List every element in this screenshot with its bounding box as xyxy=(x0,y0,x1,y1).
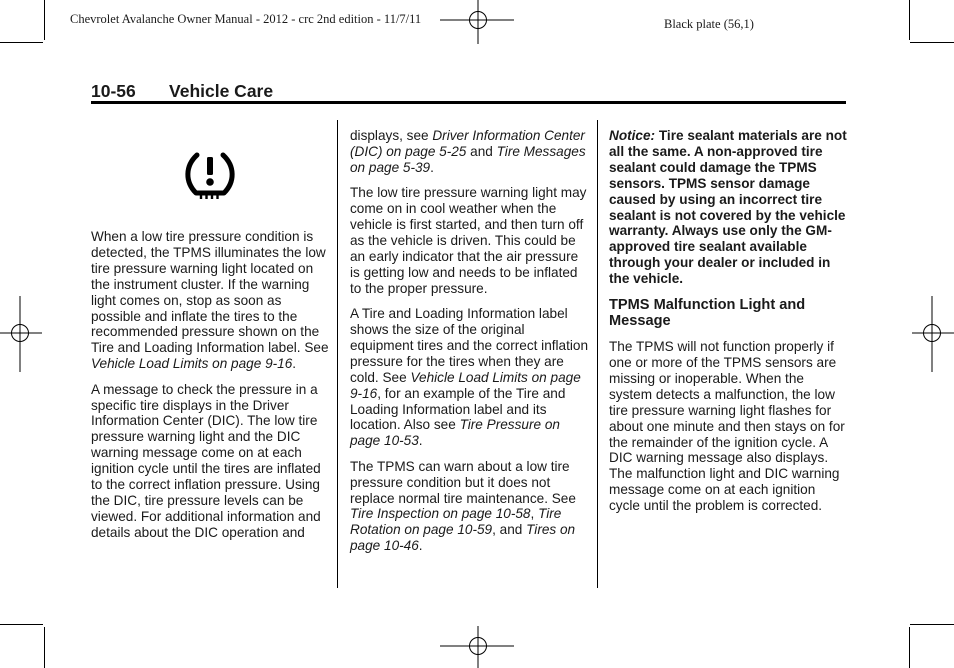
plate-label: Black plate (56,1) xyxy=(664,17,754,31)
cross-reference-link[interactable]: Tire Rotation on page 10-59 xyxy=(350,506,562,538)
paragraph: displays, see Driver Information Center (DIC) on page 5-25 and Tire Messages on page 5-39. xyxy=(350,128,586,175)
tpms-warning-icon xyxy=(182,147,238,203)
cross-reference-link[interactable]: Driver Information Center (DIC) on page 5-25 xyxy=(350,128,585,159)
paragraph: The low tire pressure warning light may come on in cool weather when the vehicle is first started, and then turn off as the vehicle is driven. This could be an early indicator that the air pressure is getting low and needs to be inflated to the proper pressure. xyxy=(350,185,587,296)
registration-mark xyxy=(912,296,954,372)
cross-reference-link[interactable]: Tire Inspection on page 10-58 xyxy=(350,506,531,522)
paragraph: The TPMS will not function properly if one or more of the TPMS sensors are missing or inoperable. When the system detects a malfunction, the low tire pressure warning light flashes for about one minute and then stays on for the remainder of the ignition cycle. A DIC warning message also displays. The malfunction light and DIC warning message come on at each ignition cycle until the problem is corrected. xyxy=(609,339,845,514)
crop-mark xyxy=(44,0,45,40)
crop-mark xyxy=(909,627,910,668)
cross-reference-link[interactable]: Vehicle Load Limits on page 9-16 xyxy=(350,369,581,401)
crop-mark xyxy=(910,42,954,43)
title-rule xyxy=(91,101,846,104)
crop-mark xyxy=(44,627,45,668)
column-3 xyxy=(609,128,849,524)
registration-mark xyxy=(440,0,516,44)
cross-reference-link[interactable]: Tire Messages on page 5-39 xyxy=(350,143,586,175)
column-divider xyxy=(597,120,598,588)
paragraph: A Tire and Loading Information label shows the size of the original equipment tires and the correct inflation pressure for the tires when they are cold. See Vehicle Load Limits on page 9-16, for an example of the Tire and Loading Information label and its location. Also see Tire Pressure on page 10-53. xyxy=(350,306,589,449)
registration-mark xyxy=(0,296,42,372)
paragraph: The TPMS can warn about a low tire pressure condition but it does not replace normal tire maintenance. See Tire Inspection on page 10-58, Tire Rotation on page 10-59, and Tires on page 10-46. xyxy=(350,458,576,554)
page-number: 10-56 xyxy=(91,81,136,101)
notice-text: Tire sealant materials are not all the same. A non-approved tire sealant could damage the TPMS sensors. TPMS sensor damage caused by using an incorrect tire sealant is not covered by the vehicle warranty. Always use only the GM-approved tire sealant available through your dealer or included in the vehicle. xyxy=(609,128,847,287)
crop-mark xyxy=(0,42,43,43)
paragraph: A message to check the pressure in a specific tire displays in the Driver Information Center (DIC). The low tire pressure warning light and the DIC warning message come on at each ignition cycle until the tires are inflated to the correct inflation pressure. Using the DIC, tire pressure levels can be viewed. For additional information and details about the DIC operation and xyxy=(91,381,321,540)
crop-mark xyxy=(910,624,954,625)
cross-reference-link[interactable]: Tire Pressure on page 10-53 xyxy=(350,417,560,449)
crop-mark xyxy=(909,0,910,40)
column-divider xyxy=(337,120,338,588)
running-header: Chevrolet Avalanche Owner Manual - 2012 - crc 2nd edition - 11/7/11 xyxy=(70,12,422,26)
subheading: TPMS Malfunction Light and Message xyxy=(609,296,806,330)
section-title: Vehicle Care xyxy=(169,81,274,101)
crop-mark xyxy=(0,624,43,625)
page-title xyxy=(91,81,273,102)
column-2 xyxy=(350,128,590,564)
notice xyxy=(609,128,849,287)
paragraph: When a low tire pressure condition is detected, the TPMS illuminates the low tire pressure warning light located on the instrument cluster. If the warning light comes on, stop as soon as possible and inflate the tires to the recommended pressure shown on the Tire and Loading Information label. See Vehicle Load Limits on page 9-16. xyxy=(91,229,329,372)
notice-label: Notice: xyxy=(609,128,656,143)
registration-mark xyxy=(440,626,516,668)
cross-reference-link[interactable]: Vehicle Load Limits on page 9-16 xyxy=(91,356,293,372)
column-1 xyxy=(91,229,329,550)
cross-reference-link[interactable]: Tires on page 10-46 xyxy=(350,522,576,554)
